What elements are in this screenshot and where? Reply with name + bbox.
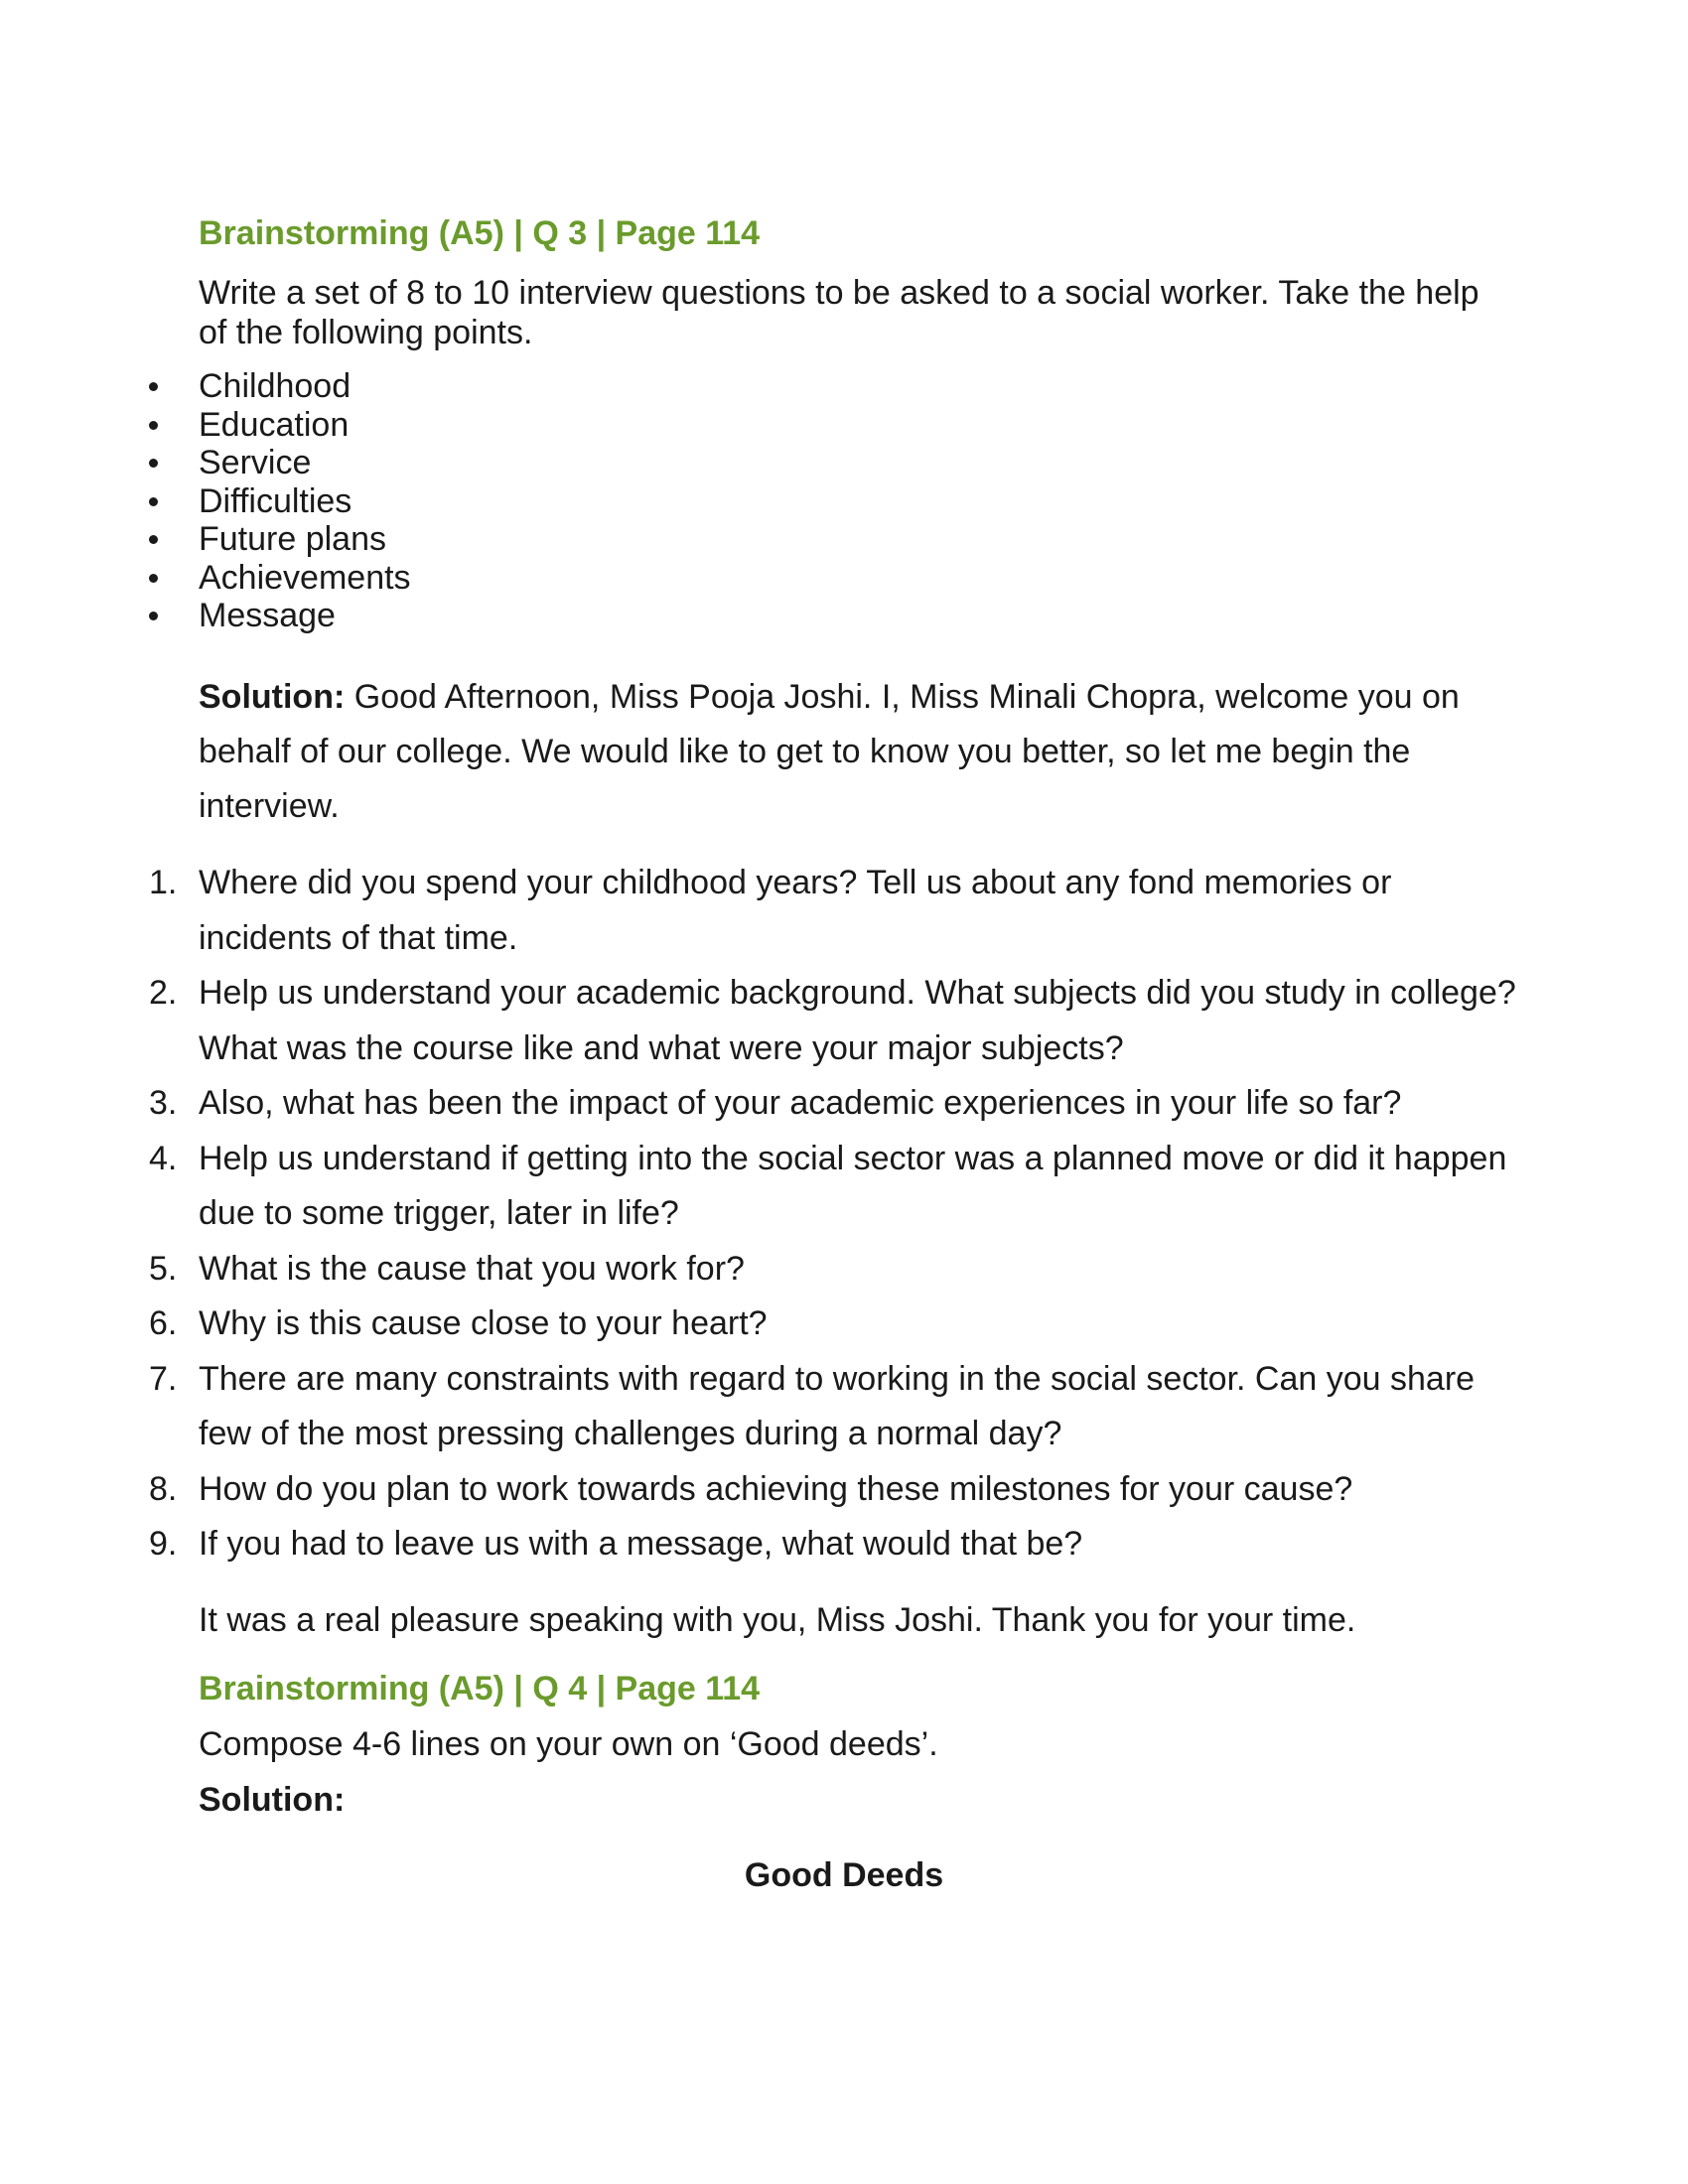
list-item [0, 1462, 1519, 1518]
bullet-icon [149, 497, 158, 506]
bullet-icon [149, 574, 158, 583]
list-item: Future plans [0, 520, 411, 559]
list-item: Message [0, 597, 411, 635]
question-text: Why is this cause close to your heart? [199, 1304, 768, 1342]
bullet-icon [149, 535, 158, 544]
closing-remark: It was a real pleasure speaking with you, Miss Joshi. Thank you for your time. [199, 1601, 1356, 1639]
question-text: Also, what has been the impact of your academic experiences in your life so far? [199, 1084, 1402, 1122]
question-number: 3. [149, 1084, 178, 1122]
question-number: 7. [149, 1359, 178, 1398]
poem-title: Good Deeds [744, 1856, 944, 1894]
question-text: What is the cause that you work for? [199, 1249, 745, 1288]
question-text: There are many constraints with regard to working in the social sector. Can you share few of the most pressing challenges during a normal day? [199, 1359, 1476, 1452]
question-number: 2. [149, 974, 178, 1012]
solution-intro-text: Good Afternoon, Miss Pooja Joshi. I, Miss Minali Chopra, welcome you on behalf of our college. We would like to get to know you better, so let me begin the interview. [199, 678, 1460, 825]
question-text: Where did you spend your childhood years? Tell us about any fond memories or incidents of that time. [199, 864, 1392, 957]
bullet-icon [149, 421, 158, 430]
solution-label: Solution: [199, 678, 346, 716]
list-item: Difficulties [0, 482, 411, 521]
solution-intro [199, 670, 1460, 834]
bullet-icon [149, 382, 158, 391]
question-3-prompt: Write a set of 8 to 10 interview questions to be asked to a social worker. Take the help of the following points. [199, 274, 1479, 351]
list-item: Childhood [0, 367, 411, 406]
list-item [0, 966, 1519, 1076]
question-number: 1. [149, 864, 178, 901]
question-number: 8. [149, 1469, 178, 1508]
list-item [0, 1517, 1519, 1572]
list-item [0, 1076, 1519, 1132]
points-list [0, 367, 411, 635]
questions-list [0, 856, 1519, 1572]
bullet-icon [149, 612, 158, 620]
question-number: 6. [149, 1304, 178, 1342]
question-text: How do you plan to work towards achieving these milestones for your cause? [199, 1469, 1353, 1508]
bullet-icon [149, 459, 158, 468]
solution-label: Solution: [199, 1781, 346, 1819]
question-text: If you had to leave us with a message, what would that be? [199, 1525, 1083, 1563]
list-item: Education [0, 406, 411, 445]
list-item [0, 1352, 1519, 1462]
question-4-prompt: Compose 4-6 lines on your own on ‘Good deeds’. [199, 1725, 938, 1763]
list-item: Service [0, 444, 411, 482]
question-number: 5. [149, 1249, 178, 1288]
question-4-heading: Brainstorming (A5) | Q 4 | Page 114 [199, 1670, 761, 1707]
question-3-heading: Brainstorming (A5) | Q 3 | Page 114 [199, 214, 761, 252]
question-text: Help us understand if getting into the social sector was a planned move or did it happen due to some trigger, later in life? [199, 1139, 1507, 1232]
list-item [0, 1242, 1519, 1297]
list-item [0, 1297, 1519, 1352]
question-text: Help us understand your academic background. What subjects did you study in college? What was the course like and what were your major subjects? [199, 974, 1516, 1067]
list-item [0, 1132, 1519, 1242]
list-item: Achievements [0, 559, 411, 598]
list-item [0, 856, 1519, 966]
question-number: 9. [149, 1525, 178, 1563]
question-number: 4. [149, 1139, 178, 1177]
